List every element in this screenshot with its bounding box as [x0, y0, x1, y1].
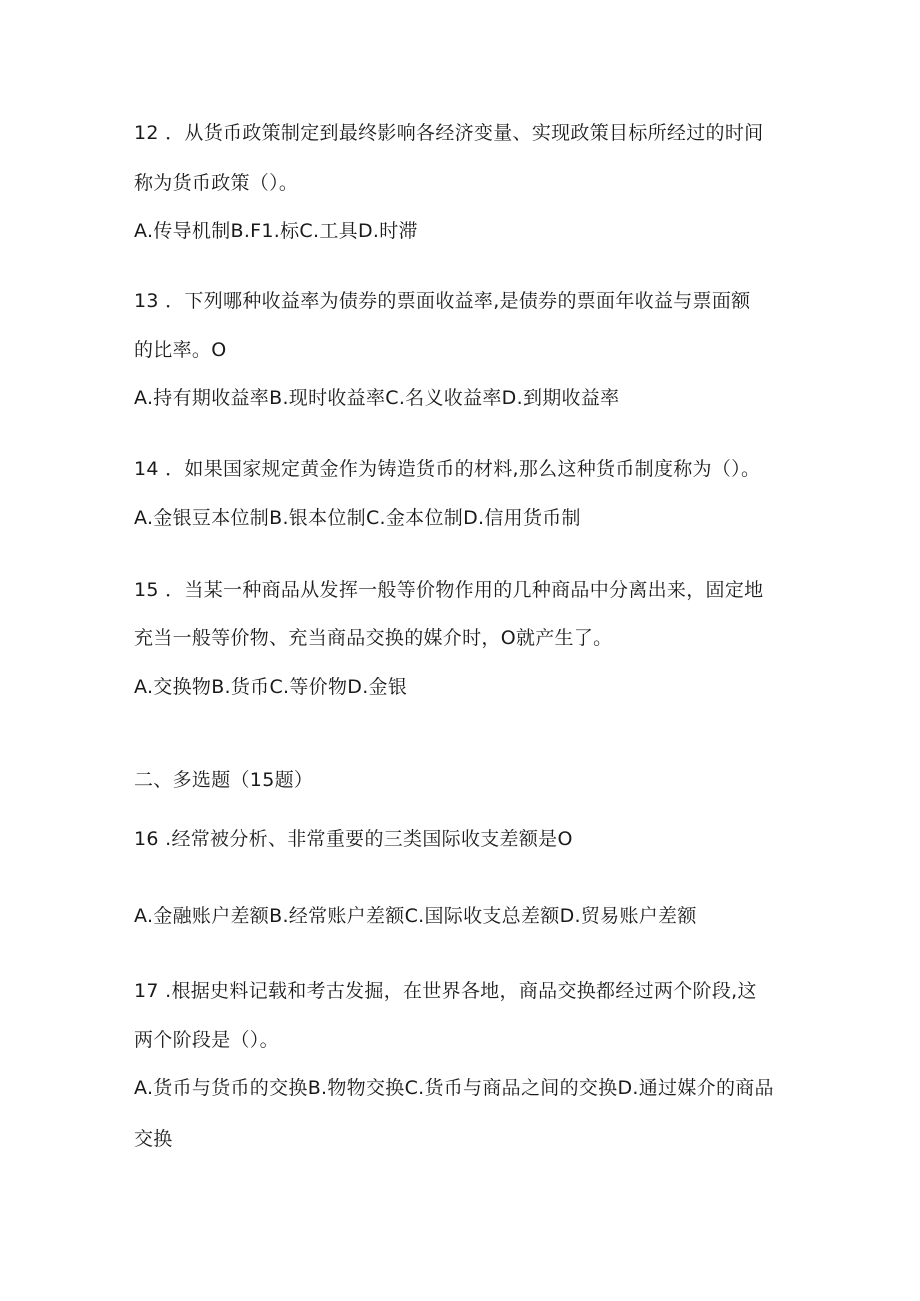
question-12-stem-line2: 称为货币政策（）。: [134, 172, 299, 194]
question-17-stem-line2: 两个阶段是（）。: [134, 1029, 279, 1051]
question-13-options: A.持有期收益率B.现时收益率C.名义收益率D.到期收益率: [134, 387, 620, 409]
question-16-options: A.金融账户差额B.经常账户差额C.国际收支总差额D.贸易账户差额: [134, 905, 697, 927]
question-16-stem-line1: 16 .经常被分析、非常重要的三类国际收支差额是O: [134, 828, 573, 850]
question-12-stem-line1: 12 ．从货币政策制定到最终影响各经济变量、实现政策目标所经过的时间: [134, 122, 764, 144]
question-17-options-line2: 交换: [134, 1128, 173, 1150]
question-15-stem-line2: 充当一般等价物、充当商品交换的媒介时，O就产生了。: [134, 627, 613, 649]
question-14-stem-line1: 14 ．如果国家规定黄金作为铸造货币的材料,那么这种货币制度称为（）。: [134, 458, 761, 480]
question-13-stem-line2: 的比率。O: [134, 339, 227, 361]
question-17-options-line1: A.货币与货币的交换B.物物交换C.货币与商品之间的交换D.通过媒介的商品: [134, 1077, 774, 1099]
question-17-stem-line1: 17 .根据史料记载和考古发掘，在世界各地，商品交换都经过两个阶段,这: [134, 980, 757, 1002]
question-14-options: A.金银豆本位制B.银本位制C.金本位制D.信用货币制: [134, 507, 581, 529]
question-15-options: A.交换物B.货币C.等价物D.金银: [134, 676, 408, 698]
question-13-stem-line1: 13 ．下列哪种收益率为债券的票面收益率,是债券的票面年收益与票面额: [134, 290, 751, 312]
question-15-stem-line1: 15 ．当某一种商品从发挥一般等价物作用的几种商品中分离出来，固定地: [134, 579, 764, 601]
question-12-options: A.传导机制B.F1.标C.工具D.时滞: [134, 220, 418, 242]
section-heading: 二、多选题（15题）: [134, 769, 314, 791]
